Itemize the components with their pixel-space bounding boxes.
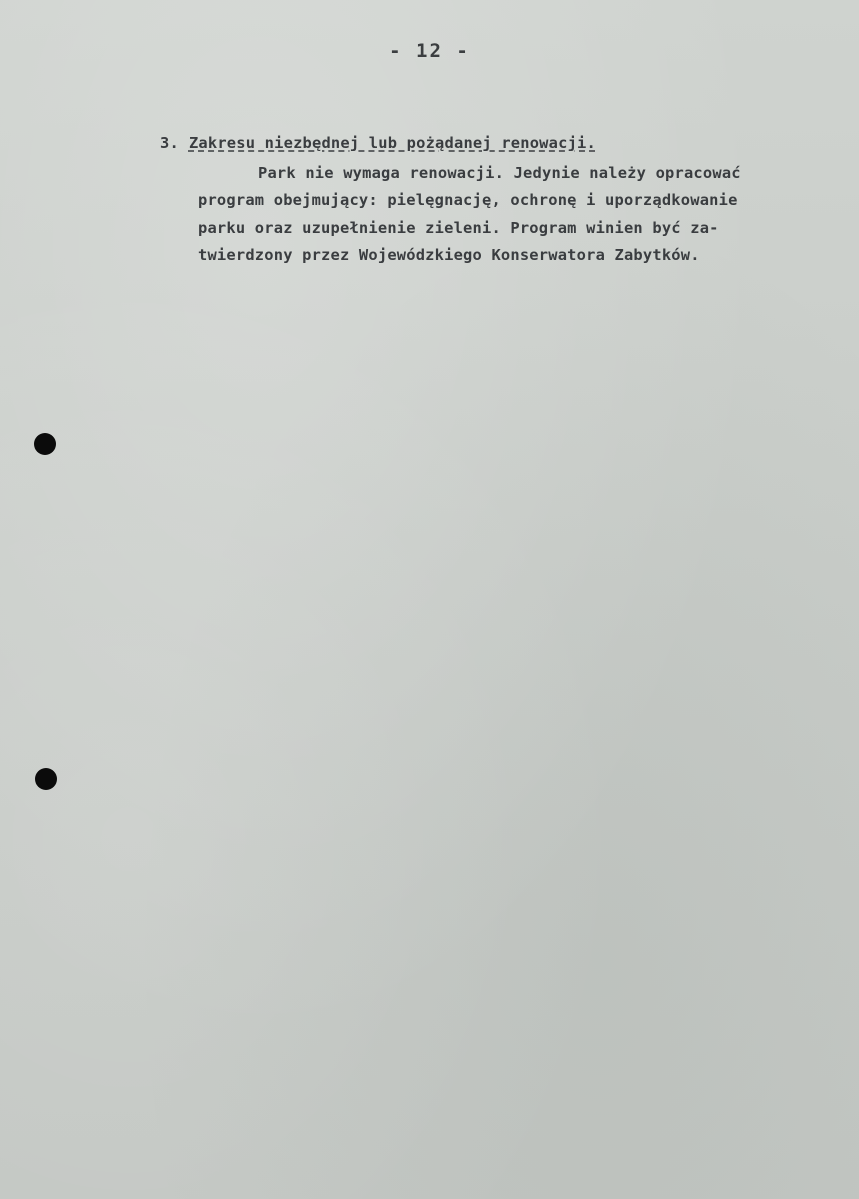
body-line-3: parku oraz uzupełnienie zieleni. Program winien być za-: [198, 218, 719, 237]
section-heading: [160, 130, 840, 158]
body-line-1: Park nie wymaga renowacji. Jedynie należy opracować: [258, 163, 741, 182]
punch-hole-top: [34, 433, 56, 455]
body-line-4: twierdzony przez Wojewódzkiego Konserwatora Zabytków.: [198, 246, 700, 264]
punch-hole-bottom: [35, 768, 57, 790]
section-title: Zakresu niezbędnej lub pożądanej renowacji.: [188, 134, 596, 152]
body-line-2: program obejmujący: pielęgnację, ochronę i uporządkowanie: [198, 191, 738, 209]
section-number: 3.: [160, 134, 179, 152]
page-number: - 12 -: [389, 40, 470, 62]
section-3: [160, 130, 840, 270]
section-body: [198, 160, 840, 270]
